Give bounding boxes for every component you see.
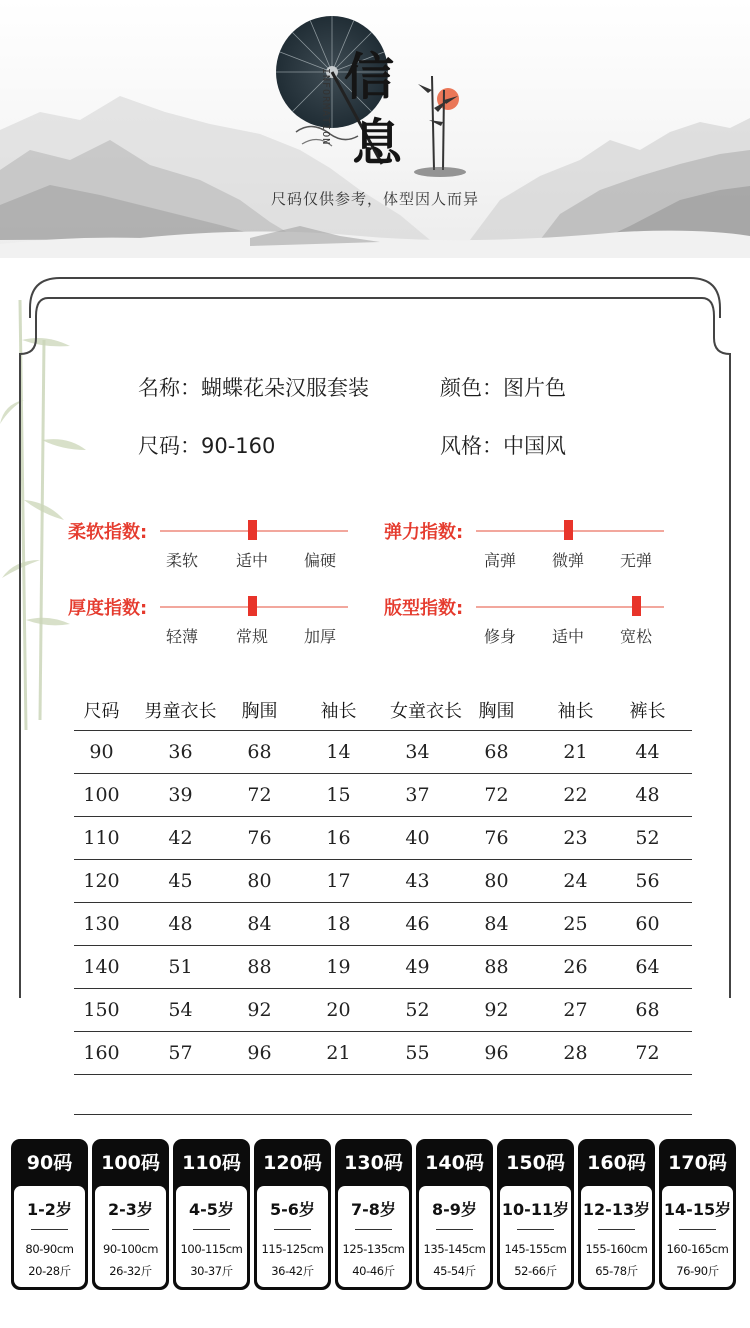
size-value: 90-160 [201,434,276,458]
table-cell: 48 [603,774,692,817]
table-cell: 72 [445,774,548,817]
table-cell: 42 [129,817,232,860]
product-color-row [440,372,566,402]
size-code: 130码 [344,1152,403,1174]
weight-range: 20-28斤 [28,1264,71,1278]
weight-range: 65-78斤 [595,1264,638,1278]
table-cell: 52 [603,817,692,860]
table-cell: 44 [603,731,692,774]
size-card-body [14,1186,85,1287]
size-card [497,1139,574,1290]
color-value: 图片色 [503,376,566,400]
table-row [74,731,692,774]
table-cell: 18 [287,903,390,946]
age-range: 12-13岁 [582,1200,651,1219]
thickness-index [68,594,358,664]
table-cell: 54 [129,989,232,1032]
index-option: 高弹 [484,551,517,570]
column-header: 胸围 [232,690,287,731]
index-marker [248,596,257,616]
index-label: 版型指数: [384,598,464,619]
index-option: 常规 [236,627,269,646]
table-cell: 49 [390,946,445,989]
size-chart-table [74,690,692,1075]
table-cell: 68 [445,731,548,774]
table-header-row [74,690,692,731]
table-cell: 92 [232,989,287,1032]
table-cell: 14 [287,731,390,774]
size-card-body [176,1186,247,1287]
size-card-body [581,1186,652,1287]
table-row [74,989,692,1032]
size-card-body [500,1186,571,1287]
table-cell: 56 [603,860,692,903]
table-cell: 16 [287,817,390,860]
table-cell: 43 [390,860,445,903]
table-cell: 51 [129,946,232,989]
table-cell: 21 [548,731,603,774]
size-card-body [662,1186,733,1287]
table-cell: 92 [445,989,548,1032]
size-code: 150码 [506,1152,565,1174]
table-cell: 76 [232,817,287,860]
age-range: 1-2岁 [27,1200,72,1219]
table-row [74,903,692,946]
table-cell: 80 [232,860,287,903]
color-label: 颜色： [440,376,503,400]
column-header: 男童衣长 [129,690,232,731]
weight-range: 40-46斤 [352,1264,395,1278]
size-card [578,1139,655,1290]
index-option: 偏硬 [304,551,337,570]
fit-index [384,594,674,664]
table-cell: 26 [548,946,603,989]
age-range: 5-6岁 [270,1200,315,1219]
table-cell: 19 [287,946,390,989]
softness-index [68,518,358,588]
title-char-2: 息 [352,113,402,172]
table-cell: 39 [129,774,232,817]
size-code: 160码 [587,1152,646,1174]
table-cell: 100 [74,774,129,817]
table-cell: 96 [232,1032,287,1075]
index-option: 微弹 [552,551,585,570]
index-option: 适中 [236,551,269,570]
name-label: 名称： [138,376,201,400]
table-cell: 120 [74,860,129,903]
table-cell: 68 [603,989,692,1032]
table-cell: 130 [74,903,129,946]
size-code: 140码 [425,1152,484,1174]
table-row [74,860,692,903]
divider [193,1229,230,1230]
size-card [254,1139,331,1290]
size-disclaimer: 尺码仅供参考，体型因人而异 [270,190,479,208]
table-cell: 84 [232,903,287,946]
size-card [92,1139,169,1290]
index-option: 加厚 [304,627,337,646]
column-header: 尺码 [74,690,129,731]
table-cell: 64 [603,946,692,989]
height-range: 135-145cm [423,1242,486,1256]
table-cell: 88 [232,946,287,989]
divider [355,1229,392,1230]
age-range: 10-11岁 [501,1200,570,1219]
height-range: 160-165cm [666,1242,729,1256]
size-card [335,1139,412,1290]
divider [436,1229,473,1230]
index-option: 无弹 [620,551,653,570]
table-cell: 36 [129,731,232,774]
column-header: 女童衣长 [390,690,445,731]
height-range: 115-125cm [261,1242,324,1256]
height-range: 80-90cm [25,1242,74,1256]
table-cell: 160 [74,1032,129,1075]
elasticity-index [384,518,674,588]
index-label: 厚度指数: [68,598,148,619]
table-cell: 96 [445,1032,548,1075]
size-code: 100码 [101,1152,160,1174]
age-range: 2-3岁 [108,1200,153,1219]
table-cell: 140 [74,946,129,989]
table-cell: 20 [287,989,390,1032]
size-label: 尺码： [138,434,201,458]
divider [598,1229,635,1230]
weight-range: 26-32斤 [109,1264,152,1278]
divider [679,1229,716,1230]
weight-range: 45-54斤 [433,1264,476,1278]
table-cell: 24 [548,860,603,903]
table-cell: 88 [445,946,548,989]
weight-range: 30-37斤 [190,1264,233,1278]
height-range: 125-135cm [342,1242,405,1256]
age-range: 8-9岁 [432,1200,477,1219]
size-code: 170码 [668,1152,727,1174]
index-option: 轻薄 [166,627,199,646]
column-header: 胸围 [445,690,548,731]
index-marker [564,520,573,540]
age-range: 4-5岁 [189,1200,234,1219]
table-cell: 110 [74,817,129,860]
table-cell: 48 [129,903,232,946]
table-cell: 150 [74,989,129,1032]
table-row [74,774,692,817]
table-cell: 76 [445,817,548,860]
table-row [74,946,692,989]
product-name-row [138,372,369,402]
table-cell: 22 [548,774,603,817]
height-range: 155-160cm [585,1242,648,1256]
divider [517,1229,554,1230]
table-cell: 68 [232,731,287,774]
size-card [173,1139,250,1290]
age-range: 7-8岁 [351,1200,396,1219]
table-row [74,1032,692,1075]
name-value: 蝴蝶花朵汉服套装 [201,376,369,400]
table-row [74,817,692,860]
vertical-english-text: INFORMATION [320,68,331,146]
header-banner [0,0,750,258]
size-code: 120码 [263,1152,322,1174]
table-cell: 23 [548,817,603,860]
style-label: 风格： [440,434,503,458]
product-style-row [440,430,566,460]
size-card-body [257,1186,328,1287]
height-range: 90-100cm [102,1242,159,1256]
index-option: 适中 [552,627,585,646]
divider [274,1229,311,1230]
table-cell: 55 [390,1032,445,1075]
table-cell: 17 [287,860,390,903]
divider [112,1229,149,1230]
index-option: 修身 [484,627,517,646]
table-cell: 52 [390,989,445,1032]
age-range: 14-15岁 [663,1200,732,1219]
size-card-body [419,1186,490,1287]
size-code: 90码 [26,1152,73,1174]
weight-range: 36-42斤 [271,1264,314,1278]
table-cell: 45 [129,860,232,903]
index-marker [632,596,641,616]
height-range: 145-155cm [504,1242,567,1256]
table-cell: 15 [287,774,390,817]
title-char-1: 信 [344,47,394,106]
table-cell: 90 [74,731,129,774]
column-header: 袖长 [548,690,603,731]
table-cell: 21 [287,1032,390,1075]
table-cell: 57 [129,1032,232,1075]
size-code: 110码 [182,1152,241,1174]
height-range: 100-115cm [180,1242,243,1256]
size-cards-row [11,1139,739,1297]
table-cell: 25 [548,903,603,946]
product-size-row [138,430,275,460]
table-cell: 28 [548,1032,603,1075]
table-cell: 37 [390,774,445,817]
table-cell: 72 [603,1032,692,1075]
index-option: 柔软 [166,551,199,570]
table-cell: 72 [232,774,287,817]
column-header: 袖长 [287,690,390,731]
size-card [659,1139,736,1290]
size-card [11,1139,88,1290]
table-cell: 80 [445,860,548,903]
bamboo-sketch-icon [410,70,470,180]
table-cell: 40 [390,817,445,860]
divider [31,1229,68,1230]
size-card [416,1139,493,1290]
table-cell: 27 [548,989,603,1032]
column-header: 裤长 [603,690,692,731]
table-cell: 34 [390,731,445,774]
size-card-body [95,1186,166,1287]
index-marker [248,520,257,540]
table-cell: 46 [390,903,445,946]
table-bottom-rule [74,1114,692,1115]
index-label: 柔软指数: [68,522,148,543]
size-card-body [338,1186,409,1287]
index-option: 宽松 [620,627,653,646]
index-label: 弹力指数: [384,522,464,543]
table-cell: 60 [603,903,692,946]
style-value: 中国风 [503,434,566,458]
weight-range: 76-90斤 [676,1264,719,1278]
table-cell: 84 [445,903,548,946]
weight-range: 52-66斤 [514,1264,557,1278]
